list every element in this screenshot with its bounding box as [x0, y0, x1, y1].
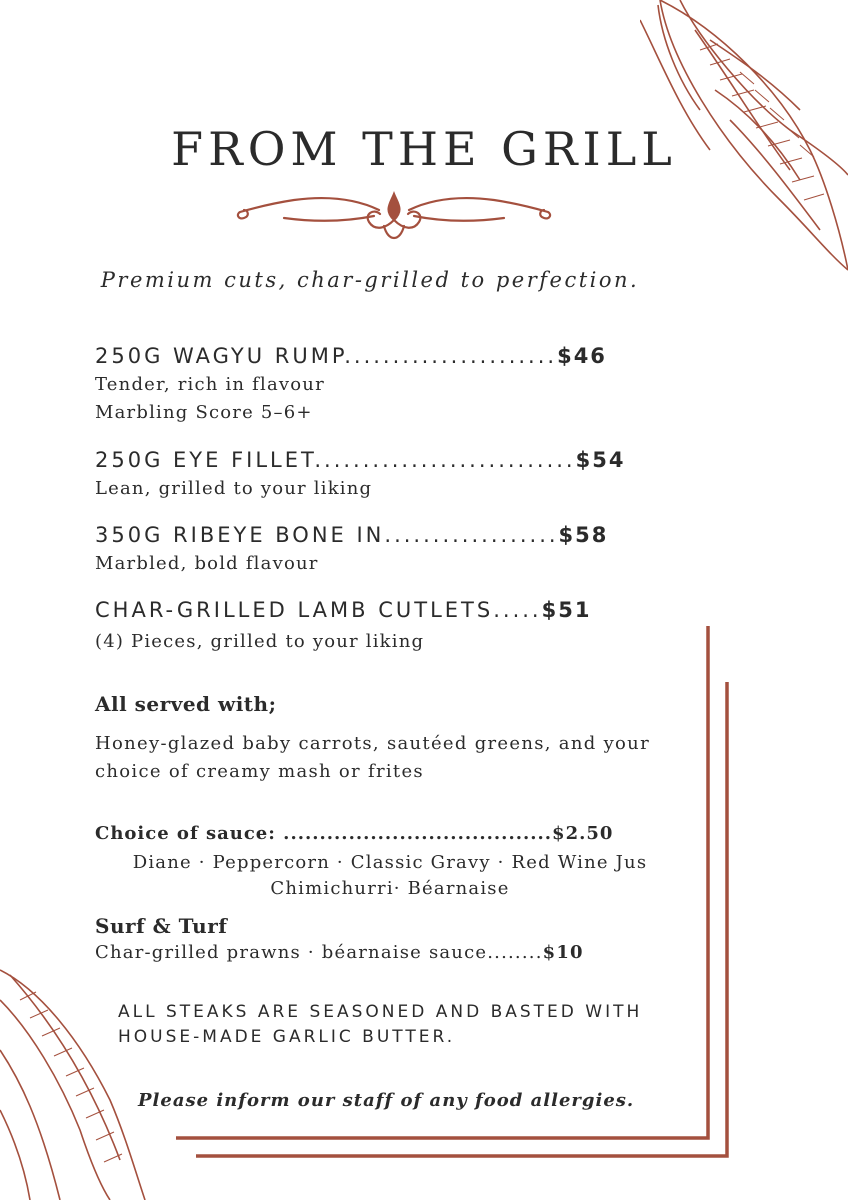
menu-item-eye-fillet — [95, 448, 625, 472]
sauce-options-line: Chimichurri· Béarnaise — [270, 878, 510, 899]
served-with-text: Honey-glazed baby carrots, sautéed greens, and your choice of creamy mash or frites — [95, 733, 650, 782]
surf-turf-line — [95, 942, 584, 963]
item-price: $46 — [557, 344, 607, 368]
sauce-leader: ..................................... — [275, 823, 553, 844]
surf-turf-text: Char-grilled prawns · béarnaise sauce........ — [95, 942, 543, 963]
item-price: $51 — [541, 598, 592, 622]
surf-turf-heading: Surf & Turf — [95, 914, 228, 938]
menu-item-lamb-cutlets — [95, 598, 591, 622]
sauce-label: Choice of sauce: — [95, 823, 276, 844]
sauce-options-line: Diane · Peppercorn · Classic Gravy · Red Wine Jus — [132, 852, 648, 873]
item-name: CHAR-GRILLED LAMB CUTLETS — [95, 598, 494, 622]
allergy-notice: Please inform our staff of any food allergies. — [138, 1090, 635, 1111]
item-description: Tender, rich in flavour — [95, 374, 325, 395]
menu-title: FROM THE GRILL — [171, 122, 677, 176]
item-description: Lean, grilled to your liking — [95, 478, 373, 499]
menu-subtitle: Premium cuts, char-grilled to perfection. — [100, 268, 640, 292]
item-price: $58 — [558, 523, 609, 547]
menu-item-ribeye — [95, 523, 608, 547]
flourish-ornament — [234, 190, 554, 242]
menu-item-wagyu-rump — [95, 344, 607, 368]
sauce-options — [95, 850, 685, 902]
item-leader: ........................... — [314, 448, 576, 472]
leaf-illustration-bottom-left — [0, 960, 150, 1200]
item-leader: ...................... — [344, 344, 558, 368]
served-with-heading: All served with; — [95, 692, 277, 716]
item-name: 250G EYE FILLET — [95, 448, 315, 472]
item-description: (4) Pieces, grilled to your liking — [95, 631, 425, 652]
item-price: $54 — [575, 448, 626, 472]
item-leader: .................. — [384, 523, 559, 547]
steak-note: ALL STEAKS ARE SEASONED AND BASTED WITH HOUSE-MADE GARLIC BUTTER. — [118, 1002, 643, 1047]
item-name: 350G RIBEYE BONE IN — [95, 523, 385, 547]
sauce-line — [95, 823, 613, 844]
item-description: Marbled, bold flavour — [95, 553, 319, 574]
surf-turf-price: $10 — [542, 942, 584, 963]
item-name: 250G WAGYU RUMP — [95, 344, 345, 368]
item-description: Marbling Score 5–6+ — [95, 402, 313, 423]
item-leader: ..... — [493, 598, 542, 622]
sauce-price: $2.50 — [552, 823, 614, 844]
